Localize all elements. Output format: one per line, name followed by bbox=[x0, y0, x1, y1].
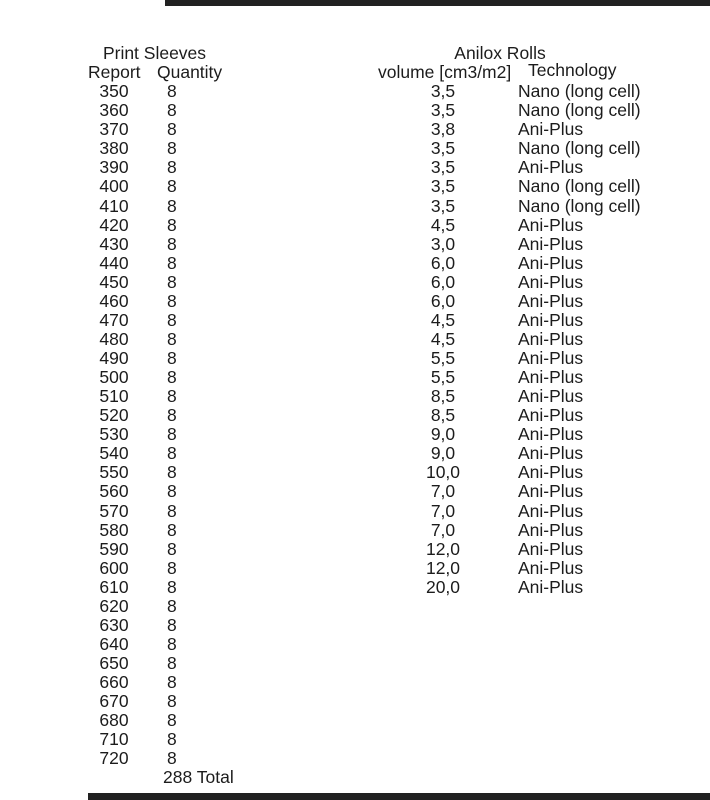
report-cell: 470 bbox=[99, 309, 129, 330]
quantity-cell: 8 bbox=[167, 462, 177, 483]
report-cell: 490 bbox=[99, 348, 129, 368]
table-row bbox=[88, 711, 268, 730]
quantity-cell: 8 bbox=[167, 367, 177, 388]
quantity-cell: 8 bbox=[167, 672, 177, 693]
quantity-cell: 8 bbox=[167, 157, 177, 178]
technology-cell: Ani-Plus bbox=[518, 424, 584, 445]
table-row bbox=[88, 692, 268, 711]
table-row bbox=[88, 654, 268, 673]
table-row bbox=[378, 387, 678, 406]
technology-cell: Nano (long cell) bbox=[518, 100, 641, 121]
report-cell: 400 bbox=[99, 176, 129, 197]
technology-cell: Ani-Plus bbox=[518, 367, 584, 388]
volume-cell: 4,5 bbox=[430, 309, 456, 330]
report-cell: 480 bbox=[99, 328, 129, 349]
table-row bbox=[88, 120, 268, 139]
table-row bbox=[88, 368, 268, 387]
volume-cell: 7,0 bbox=[430, 519, 456, 540]
volume-cell: 3,5 bbox=[430, 176, 456, 197]
table-row bbox=[88, 330, 268, 349]
table-row bbox=[378, 368, 678, 387]
report-cell: 440 bbox=[99, 252, 129, 273]
quantity-cell: 8 bbox=[167, 271, 177, 292]
quantity-cell: 8 bbox=[167, 386, 177, 407]
report-cell: 370 bbox=[99, 119, 129, 140]
report-cell: 360 bbox=[99, 100, 129, 121]
table-row bbox=[88, 311, 268, 330]
table-row bbox=[378, 101, 678, 120]
quantity-cell: 8 bbox=[167, 729, 177, 750]
print-sleeves-table bbox=[88, 44, 268, 787]
table-row bbox=[88, 387, 268, 406]
quantity-cell: 8 bbox=[167, 252, 177, 273]
table-row bbox=[378, 311, 678, 330]
print-sleeves-rows bbox=[88, 82, 268, 768]
quantity-cell: 8 bbox=[167, 290, 177, 311]
quantity-cell: 8 bbox=[167, 691, 177, 712]
technology-cell: Ani-Plus bbox=[518, 386, 584, 407]
table-row bbox=[88, 521, 268, 540]
table-row bbox=[378, 540, 678, 559]
volume-cell: 3,5 bbox=[430, 195, 456, 216]
report-column-header: Report bbox=[88, 62, 141, 83]
quantity-cell: 8 bbox=[167, 443, 177, 464]
report-cell: 390 bbox=[99, 157, 129, 178]
table-row bbox=[378, 292, 678, 311]
table-row bbox=[88, 559, 268, 578]
table-row bbox=[88, 635, 268, 654]
quantity-cell: 8 bbox=[167, 119, 177, 140]
quantity-cell: 8 bbox=[167, 328, 177, 349]
volume-cell: 3,5 bbox=[430, 81, 456, 102]
table-row bbox=[378, 197, 678, 216]
report-cell: 720 bbox=[99, 748, 129, 769]
volume-cell: 12,0 bbox=[425, 538, 461, 559]
table-row bbox=[88, 101, 268, 120]
volume-cell: 6,0 bbox=[430, 271, 456, 292]
report-cell: 620 bbox=[99, 595, 129, 616]
report-cell: 650 bbox=[99, 653, 129, 673]
report-cell: 710 bbox=[99, 729, 129, 750]
quantity-cell: 8 bbox=[167, 481, 177, 502]
print-sleeves-total: 288 Total bbox=[163, 767, 234, 788]
table-row bbox=[378, 502, 678, 521]
quantity-cell: 8 bbox=[167, 405, 177, 426]
technology-cell: Nano (long cell) bbox=[518, 81, 641, 102]
table-row bbox=[88, 158, 268, 177]
technology-cell: Ani-Plus bbox=[518, 405, 584, 426]
table-row bbox=[378, 482, 678, 501]
volume-cell: 12,0 bbox=[425, 557, 461, 578]
table-row bbox=[378, 578, 678, 597]
report-cell: 660 bbox=[99, 672, 129, 693]
report-cell: 630 bbox=[99, 614, 129, 635]
table-row bbox=[378, 349, 678, 368]
report-cell: 420 bbox=[99, 214, 129, 235]
volume-cell: 9,0 bbox=[430, 443, 456, 464]
quantity-cell: 8 bbox=[167, 557, 177, 578]
table-row bbox=[88, 540, 268, 559]
report-cell: 450 bbox=[99, 271, 129, 292]
table-row bbox=[378, 273, 678, 292]
quantity-cell: 8 bbox=[167, 138, 177, 159]
quantity-cell: 8 bbox=[167, 424, 177, 445]
table-row bbox=[378, 235, 678, 254]
table-row bbox=[88, 254, 268, 273]
volume-column-header: volume [cm3/m2] bbox=[378, 62, 512, 83]
technology-cell: Nano (long cell) bbox=[518, 195, 641, 216]
technology-cell: Ani-Plus bbox=[518, 538, 584, 559]
table-row bbox=[378, 82, 678, 101]
table-row bbox=[378, 406, 678, 425]
quantity-cell: 8 bbox=[167, 653, 177, 673]
table-row bbox=[88, 444, 268, 463]
technology-cell: Ani-Plus bbox=[518, 500, 584, 521]
table-row bbox=[378, 521, 678, 540]
table-row bbox=[88, 502, 268, 521]
table-row bbox=[88, 616, 268, 635]
report-cell: 550 bbox=[99, 462, 129, 483]
table-row bbox=[88, 463, 268, 482]
technology-cell: Nano (long cell) bbox=[518, 138, 641, 159]
quantity-cell: 8 bbox=[167, 176, 177, 197]
table-row bbox=[88, 406, 268, 425]
report-cell: 640 bbox=[99, 633, 129, 654]
quantity-cell: 8 bbox=[167, 633, 177, 654]
report-cell: 530 bbox=[99, 424, 129, 445]
table-row bbox=[378, 254, 678, 273]
print-sleeves-title: Print Sleeves bbox=[102, 43, 207, 63]
report-cell: 540 bbox=[99, 443, 129, 464]
table-row bbox=[378, 463, 678, 482]
table-row bbox=[88, 235, 268, 254]
report-cell: 430 bbox=[99, 233, 129, 254]
table-row bbox=[378, 158, 678, 177]
scan-edge-bar-top bbox=[165, 0, 710, 6]
quantity-cell: 8 bbox=[167, 500, 177, 521]
table-row bbox=[378, 444, 678, 463]
table-row bbox=[378, 559, 678, 578]
quantity-cell: 8 bbox=[167, 309, 177, 330]
report-cell: 560 bbox=[99, 481, 129, 502]
anilox-rolls-header bbox=[378, 60, 678, 83]
volume-cell: 3,5 bbox=[430, 138, 456, 159]
technology-cell: Ani-Plus bbox=[518, 557, 584, 578]
anilox-rolls-rows bbox=[378, 82, 678, 597]
technology-cell: Ani-Plus bbox=[518, 290, 584, 311]
technology-cell: Ani-Plus bbox=[518, 481, 584, 502]
quantity-column-header: Quantity bbox=[157, 62, 223, 83]
print-sleeves-header bbox=[88, 63, 268, 82]
anilox-rolls-title: Anilox Rolls bbox=[454, 43, 546, 63]
volume-cell: 6,0 bbox=[430, 290, 456, 311]
table-row bbox=[88, 482, 268, 501]
quantity-cell: 8 bbox=[167, 576, 177, 597]
technology-cell: Ani-Plus bbox=[518, 233, 584, 254]
volume-cell: 7,0 bbox=[430, 500, 456, 521]
report-cell: 610 bbox=[99, 576, 129, 597]
quantity-cell: 8 bbox=[167, 614, 177, 635]
report-cell: 580 bbox=[99, 519, 129, 540]
table-row bbox=[88, 749, 268, 768]
quantity-cell: 8 bbox=[167, 214, 177, 235]
report-cell: 500 bbox=[99, 367, 129, 388]
table-row bbox=[88, 197, 268, 216]
volume-cell: 5,5 bbox=[430, 367, 456, 388]
technology-cell: Ani-Plus bbox=[518, 157, 584, 178]
technology-cell: Ani-Plus bbox=[518, 309, 584, 330]
quantity-cell: 8 bbox=[167, 595, 177, 616]
table-row bbox=[378, 139, 678, 158]
quantity-cell: 8 bbox=[167, 519, 177, 540]
table-row bbox=[378, 425, 678, 444]
volume-cell: 5,5 bbox=[430, 348, 456, 368]
scan-edge-bar-bottom bbox=[88, 793, 710, 800]
report-cell: 350 bbox=[99, 81, 129, 102]
volume-cell: 3,5 bbox=[430, 157, 456, 178]
table-row bbox=[88, 349, 268, 368]
report-cell: 410 bbox=[99, 195, 129, 216]
technology-cell: Ani-Plus bbox=[518, 443, 584, 464]
table-row bbox=[88, 177, 268, 196]
quantity-cell: 8 bbox=[167, 81, 177, 102]
volume-cell: 3,8 bbox=[430, 119, 456, 140]
table-row bbox=[88, 216, 268, 235]
report-cell: 570 bbox=[99, 500, 129, 521]
technology-cell: Nano (long cell) bbox=[518, 176, 641, 197]
technology-cell: Ani-Plus bbox=[518, 214, 584, 235]
table-row bbox=[88, 273, 268, 292]
table-row bbox=[88, 597, 268, 616]
technology-cell: Ani-Plus bbox=[518, 252, 584, 273]
anilox-rolls-table bbox=[378, 44, 678, 597]
technology-cell: Ani-Plus bbox=[518, 119, 584, 140]
table-row bbox=[88, 730, 268, 749]
report-cell: 600 bbox=[99, 557, 129, 578]
report-cell: 680 bbox=[99, 710, 129, 731]
volume-cell: 4,5 bbox=[430, 214, 456, 235]
volume-cell: 8,5 bbox=[430, 405, 456, 426]
report-cell: 510 bbox=[99, 386, 129, 407]
technology-column-header: Technology bbox=[528, 60, 617, 81]
volume-cell: 4,5 bbox=[430, 328, 456, 349]
volume-cell: 20,0 bbox=[425, 576, 461, 597]
volume-cell: 7,0 bbox=[430, 481, 456, 502]
table-row bbox=[88, 578, 268, 597]
table-row bbox=[378, 177, 678, 196]
quantity-cell: 8 bbox=[167, 233, 177, 254]
volume-cell: 8,5 bbox=[430, 386, 456, 407]
volume-cell: 10,0 bbox=[425, 462, 461, 483]
table-row bbox=[88, 673, 268, 692]
table-row bbox=[88, 425, 268, 444]
quantity-cell: 8 bbox=[167, 348, 177, 368]
table-row bbox=[378, 216, 678, 235]
report-cell: 590 bbox=[99, 538, 129, 559]
volume-cell: 9,0 bbox=[430, 424, 456, 445]
report-cell: 520 bbox=[99, 405, 129, 426]
technology-cell: Ani-Plus bbox=[518, 271, 584, 292]
report-cell: 670 bbox=[99, 691, 129, 712]
table-row bbox=[378, 330, 678, 349]
quantity-cell: 8 bbox=[167, 100, 177, 121]
technology-cell: Ani-Plus bbox=[518, 519, 584, 540]
report-cell: 460 bbox=[99, 290, 129, 311]
table-row bbox=[378, 120, 678, 139]
quantity-cell: 8 bbox=[167, 538, 177, 559]
volume-cell: 3,0 bbox=[430, 233, 456, 254]
quantity-cell: 8 bbox=[167, 710, 177, 731]
technology-cell: Ani-Plus bbox=[518, 576, 584, 597]
volume-cell: 3,5 bbox=[430, 100, 456, 121]
technology-cell: Ani-Plus bbox=[518, 328, 584, 349]
technology-cell: Ani-Plus bbox=[518, 348, 584, 368]
quantity-cell: 8 bbox=[167, 195, 177, 216]
report-cell: 380 bbox=[99, 138, 129, 159]
technology-cell: Ani-Plus bbox=[518, 462, 584, 483]
table-row bbox=[88, 82, 268, 101]
volume-cell: 6,0 bbox=[430, 252, 456, 273]
quantity-cell: 8 bbox=[167, 748, 177, 769]
table-row bbox=[88, 139, 268, 158]
table-row bbox=[88, 292, 268, 311]
